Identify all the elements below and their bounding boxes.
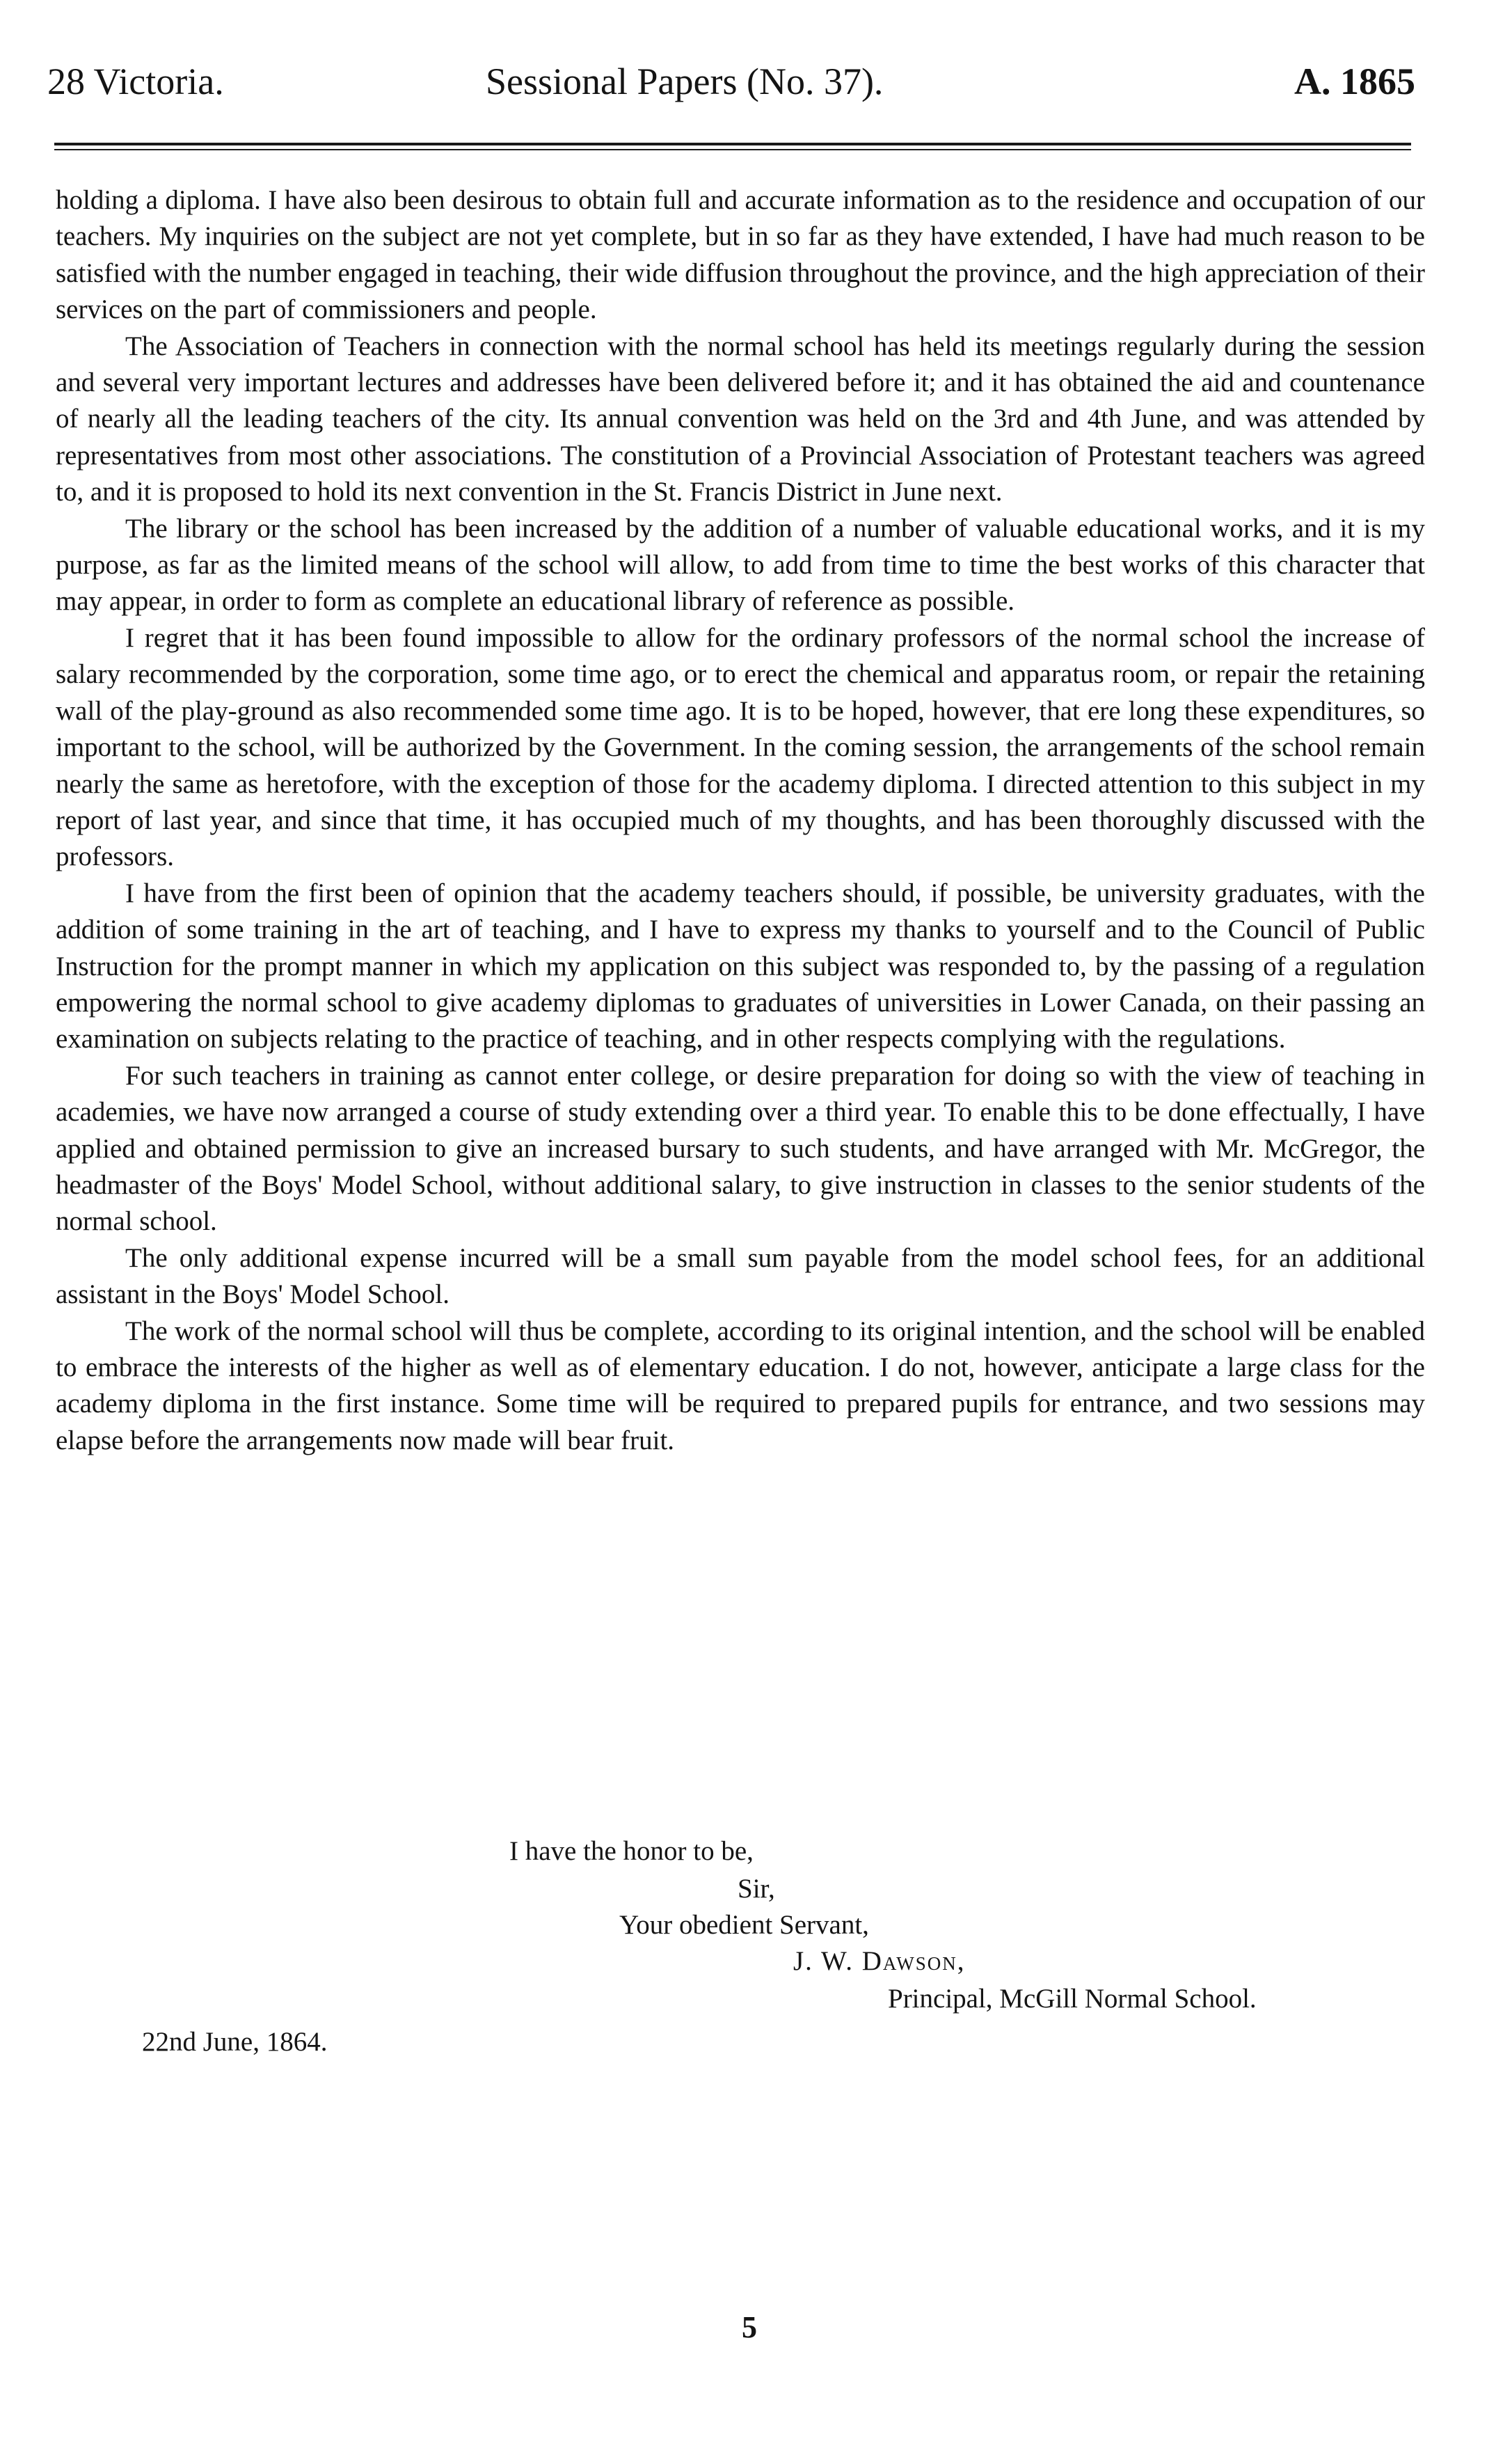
paragraph-regret: I regret that it has been found impossible to allow for the ordinary professors of the normal school the increase of salary recommended by the corporation, some time ago, or to erect the chemical and apparatus room, or repair the retaining wall of the play-ground as also recommended some time ago. It is to be hoped, however, that ere long these expenditures, so important to the school, will be authorized by the Government. In the coming session, the arrangements of the school remain nearly the same as heretofore, with the exception of those for the academy diploma. I directed attention to this subject in my report of last year, and since that time, it has occupied much of my thoughts, and has been thoroughly discussed with the professors. [56, 622, 1425, 872]
header-session: 28 Victoria. [47, 61, 224, 102]
header-rule-thick [54, 143, 1411, 145]
page-header [47, 50, 1415, 113]
closing-salutation: Sir, [738, 1874, 775, 1904]
page-number: 5 [742, 2310, 757, 2344]
paragraph-library: The library or the school has been increased by the addition of a number of valuable educational works, and it is my purpose, as far as the limited means of the school will allow, to add from time to time the best works of this character that may appear, in order to form as complete an educational library of reference as possible. [56, 513, 1425, 617]
paragraph-conclusion: The work of the normal school will thus be complete, according to its original intention, and the school will be enabled to embrace the interests of the higher as well as of elementary education. I do not, however, anticipate a large class for the academy diploma in the first instance. Some time will be required to prepared pupils for entrance, and two sessions may elapse before the arrangements now made will bear fruit. [56, 1316, 1425, 1455]
closing-honor: I have the honor to be, [509, 1836, 754, 1866]
header-rule-thin [54, 149, 1411, 150]
paragraph-continuation: holding a diploma. I have also been desirous to obtain full and accurate information as to the residence and occupation of our teachers. My inquiries on the subject are not yet complete, but in so far as they have extended, I have had much reason to be satisfied with the number engaged in teaching, their wide diffusion throughout the province, and the high appreciation of their services on the part of commissioners and people. [56, 185, 1425, 325]
paragraph-expense: The only additional expense incurred will be a small sum payable from the model school fees, for an additional assistant in the Boys' Model School. [56, 1242, 1425, 1310]
paragraph-association: The Association of Teachers in connection with the normal school has held its meetings regularly during the session and several very important lectures and addresses have been delivered before it; and it has obtained the aid and countenance of nearly all the leading teachers of the city. Its annual convention was held on the 3rd and 4th June, and was attended by representatives from most other associations. The constitution of a Provincial Association of Protestant teachers was agreed to, and it is proposed to hold its next convention in the St. Francis District in June next. [56, 331, 1425, 507]
closing-servant: Your obedient Servant, [619, 1910, 869, 1940]
letter-body [56, 182, 1425, 1459]
header-title: Sessional Papers (No. 37). [486, 61, 884, 102]
letter-date: 22nd June, 1864. [142, 2027, 328, 2057]
closing-signature: J. W. Dawson, [793, 1946, 966, 1976]
closing-title: Principal, McGill Normal School. [888, 1984, 1257, 2014]
paragraph-training: For such teachers in training as cannot enter college, or desire preparation for doing so with the view of teaching in academies, we have now arranged a course of study extending over a third year. To enable this to be done effectually, I have applied and obtained permission to give an increased bursary to such students, and have arranged with Mr. McGregor, the headmaster of the Boys' Model School, without additional salary, to give instruction in classes to the senior students of the normal school. [56, 1060, 1425, 1237]
paragraph-academy-teachers: I have from the first been of opinion that the academy teachers should, if possible, be university graduates, with the addition of some training in the art of teaching, and I have to express my thanks to yourself and to the Council of Public Instruction for the prompt manner in which my application on this subject was responded to, by the passing of a regulation empowering the normal school to give academy diplomas to graduates of universities in Lower Canada, on their passing an examination on subjects relating to the practice of teaching, and in other respects complying with the regulations. [56, 878, 1425, 1054]
header-year: A. 1865 [1294, 61, 1415, 102]
